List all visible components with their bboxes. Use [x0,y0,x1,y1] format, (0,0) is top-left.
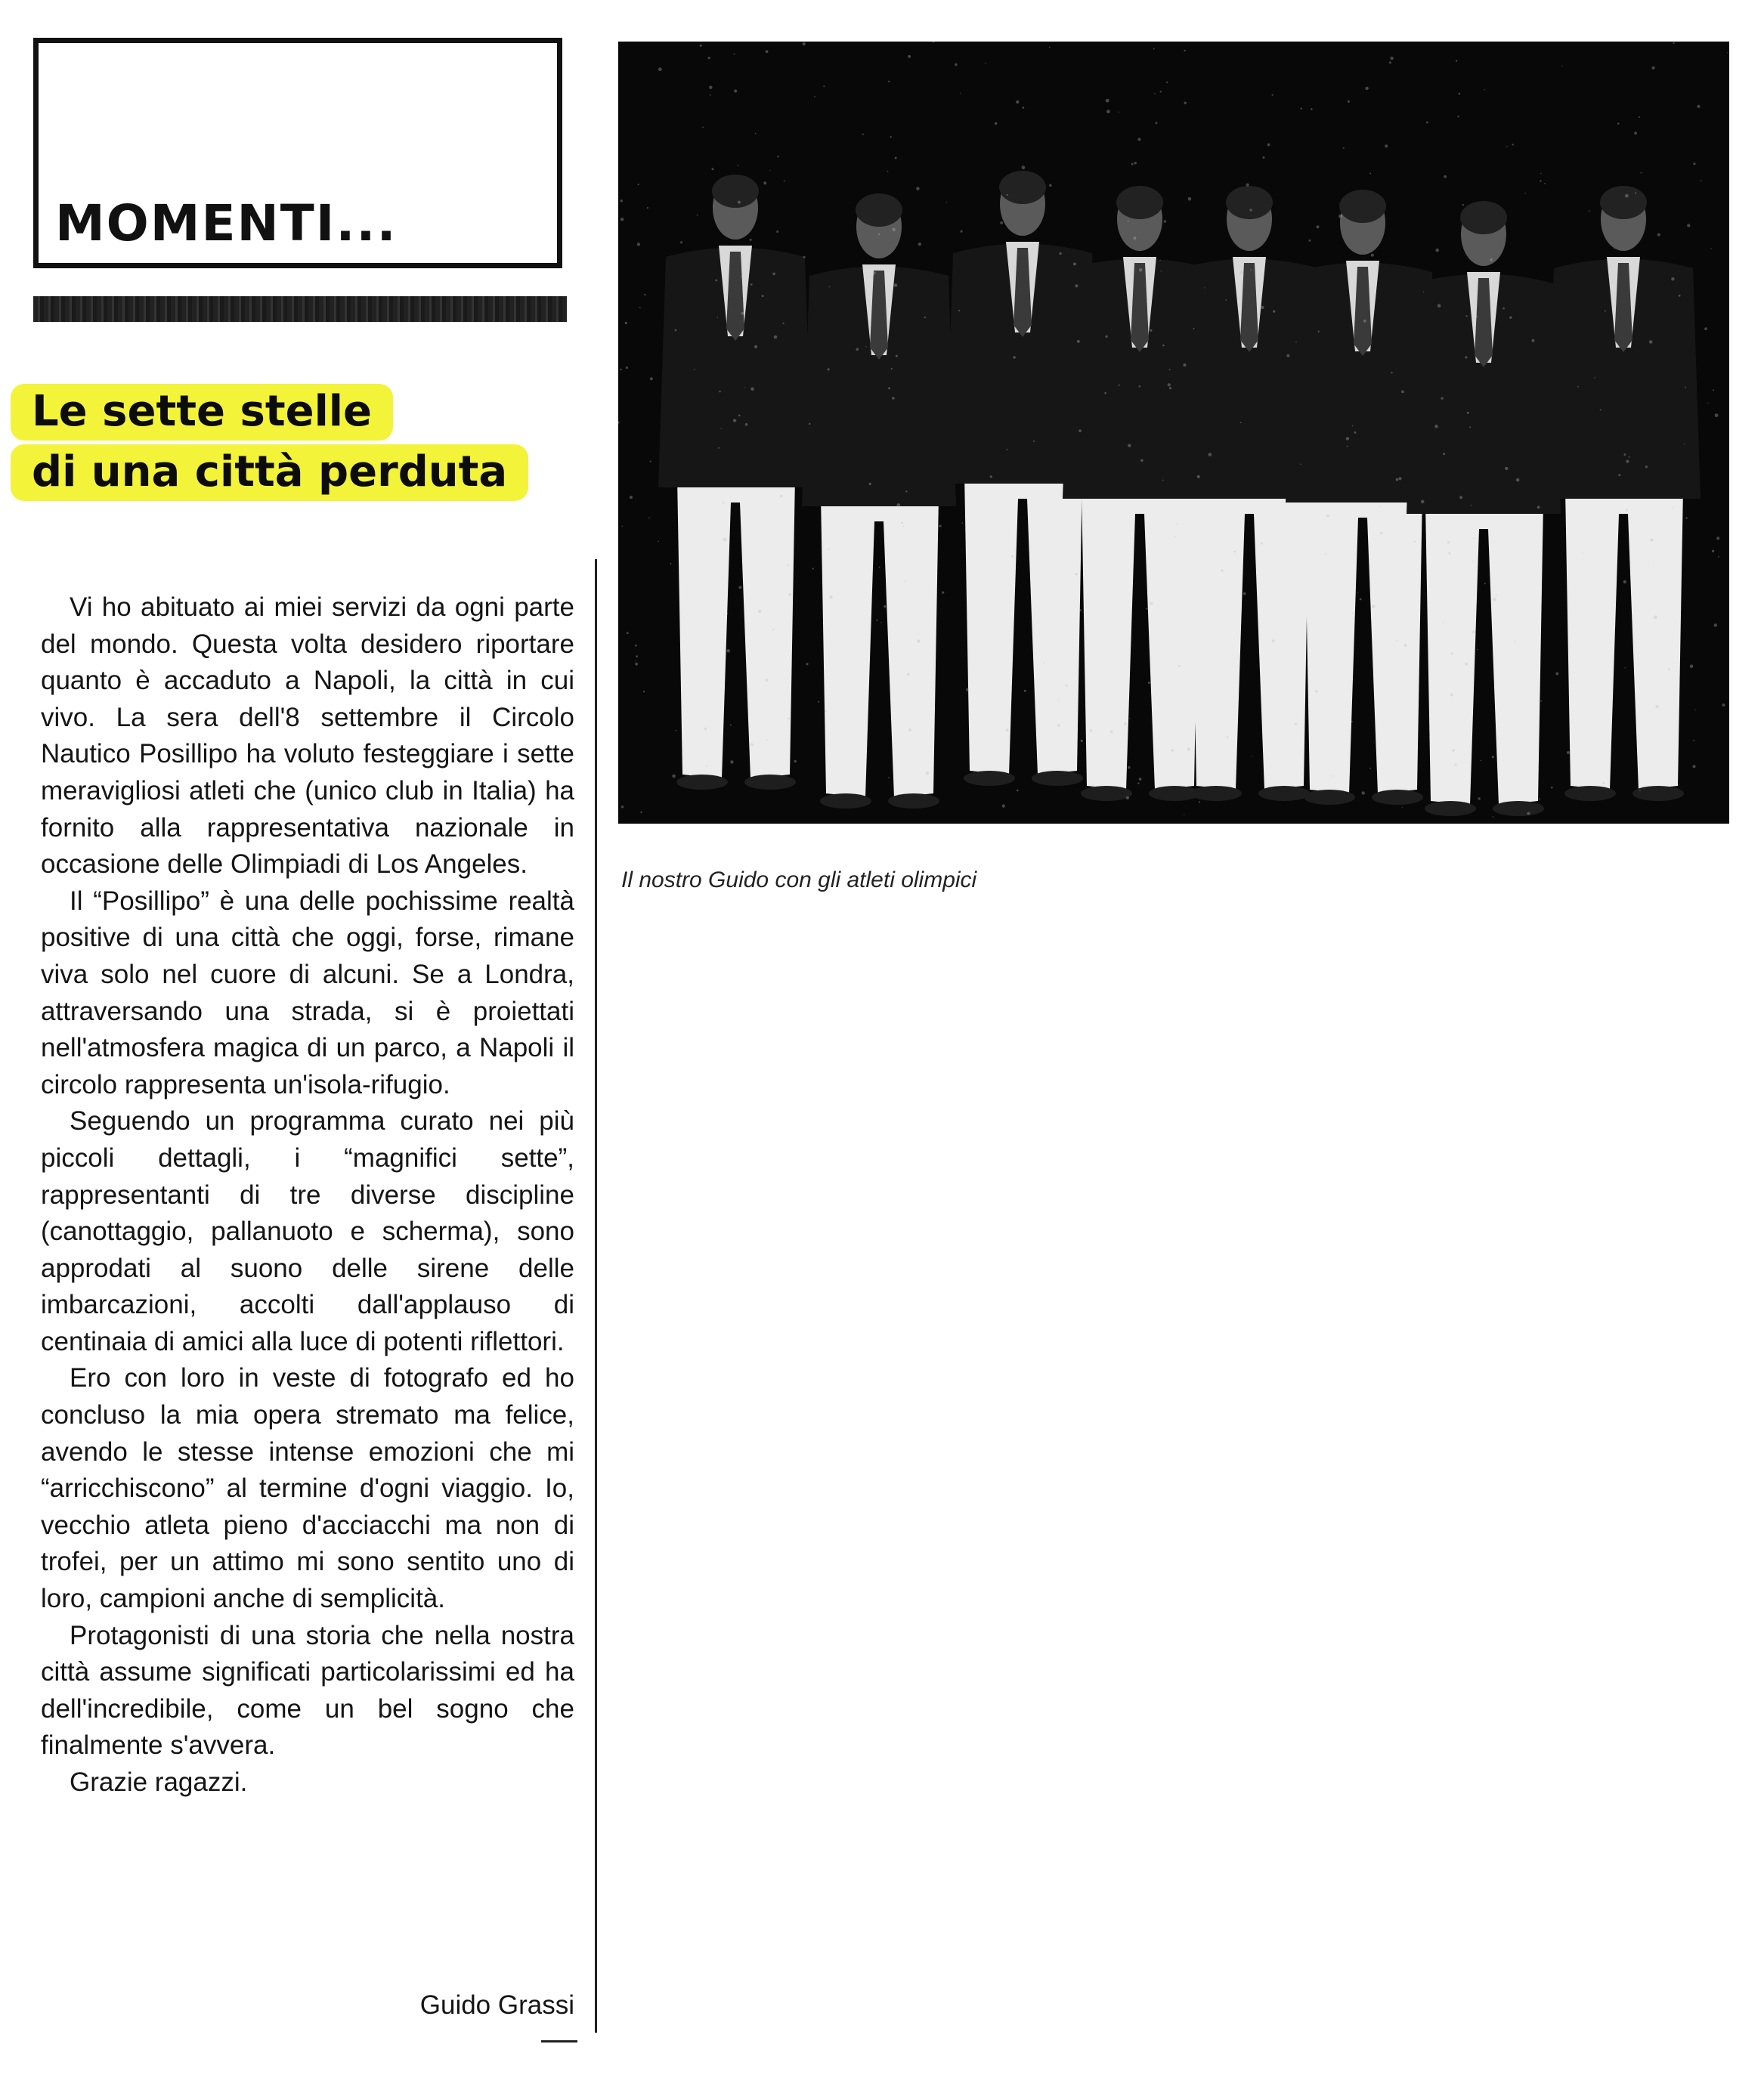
signature-rule [541,2040,577,2043]
article-paragraph: Vi ho abituato ai miei servizi da ogni parte del mondo. Questa volta desidero riportare quanto è accaduto a Napoli, la città in cui vivo. La sera dell'8 settembre il Circolo Nautico Posillipo ha voluto festeggiare i sette meravigliosi atleti che (unico club in Italia) ha fornito alla rappresentativa nazionale in occasione delle Olimpiadi di Los Angeles. [41,592,574,880]
author-signature: Guido Grassi [419,1990,574,2020]
photo-caption: Il nostro Guido con gli atleti olimpici [621,867,977,892]
article-paragraph: Grazie ragazzi. [70,1767,248,1797]
article-paragraph: Il “Posillipo” è una delle pochissime realtà positive di una città che oggi, forse, rimane viva solo nel cuore di alcuni. Se a Londra, attraversando una strada, si è proiettati nell'atmosfera magica di un parco, a Napoli il circolo rappresenta un'isola-rifugio. [41,886,574,1099]
article-headline [11,382,585,503]
column-rule [595,559,597,2033]
group-photo [618,42,1729,824]
article-paragraph: Protagonisti di una storia che nella nostra città assume significati particolarissimi ed ha dell'incredibile, come un bel sogno che finalmente s'avvera. [41,1620,574,1761]
section-title: MOMENTI... [55,194,398,252]
article-body [41,589,574,1801]
headline-line-1: Le sette stelle [11,384,393,441]
article-paragraph: Seguendo un programma curato nei più piccoli dettagli, i “magnifici sette”, rappresentanti di tre diverse discipline (canottaggio, pallanuoto e scherma), sono approdati al suono delle sirene delle imbarcazioni, accolti dall'applauso di centinaia di amici alla luce di potenti riflettori. [41,1106,574,1356]
section-title-box [33,38,562,268]
section-divider-bar [33,296,567,322]
headline-line-2: di una città perduta [11,444,528,501]
group-photo-illustration [618,42,1729,824]
article-paragraph: Ero con loro in veste di fotografo ed ho concluso la mia opera stremato ma felice, avendo le stesse intense emozioni che mi “arricchiscono” al termine d'ogni viaggio. Io, vecchio atleta pieno d'acciacchi ma non di trofei, per un attimo mi sono sentito uno di loro, campioni anche di semplicità. [41,1363,574,1614]
